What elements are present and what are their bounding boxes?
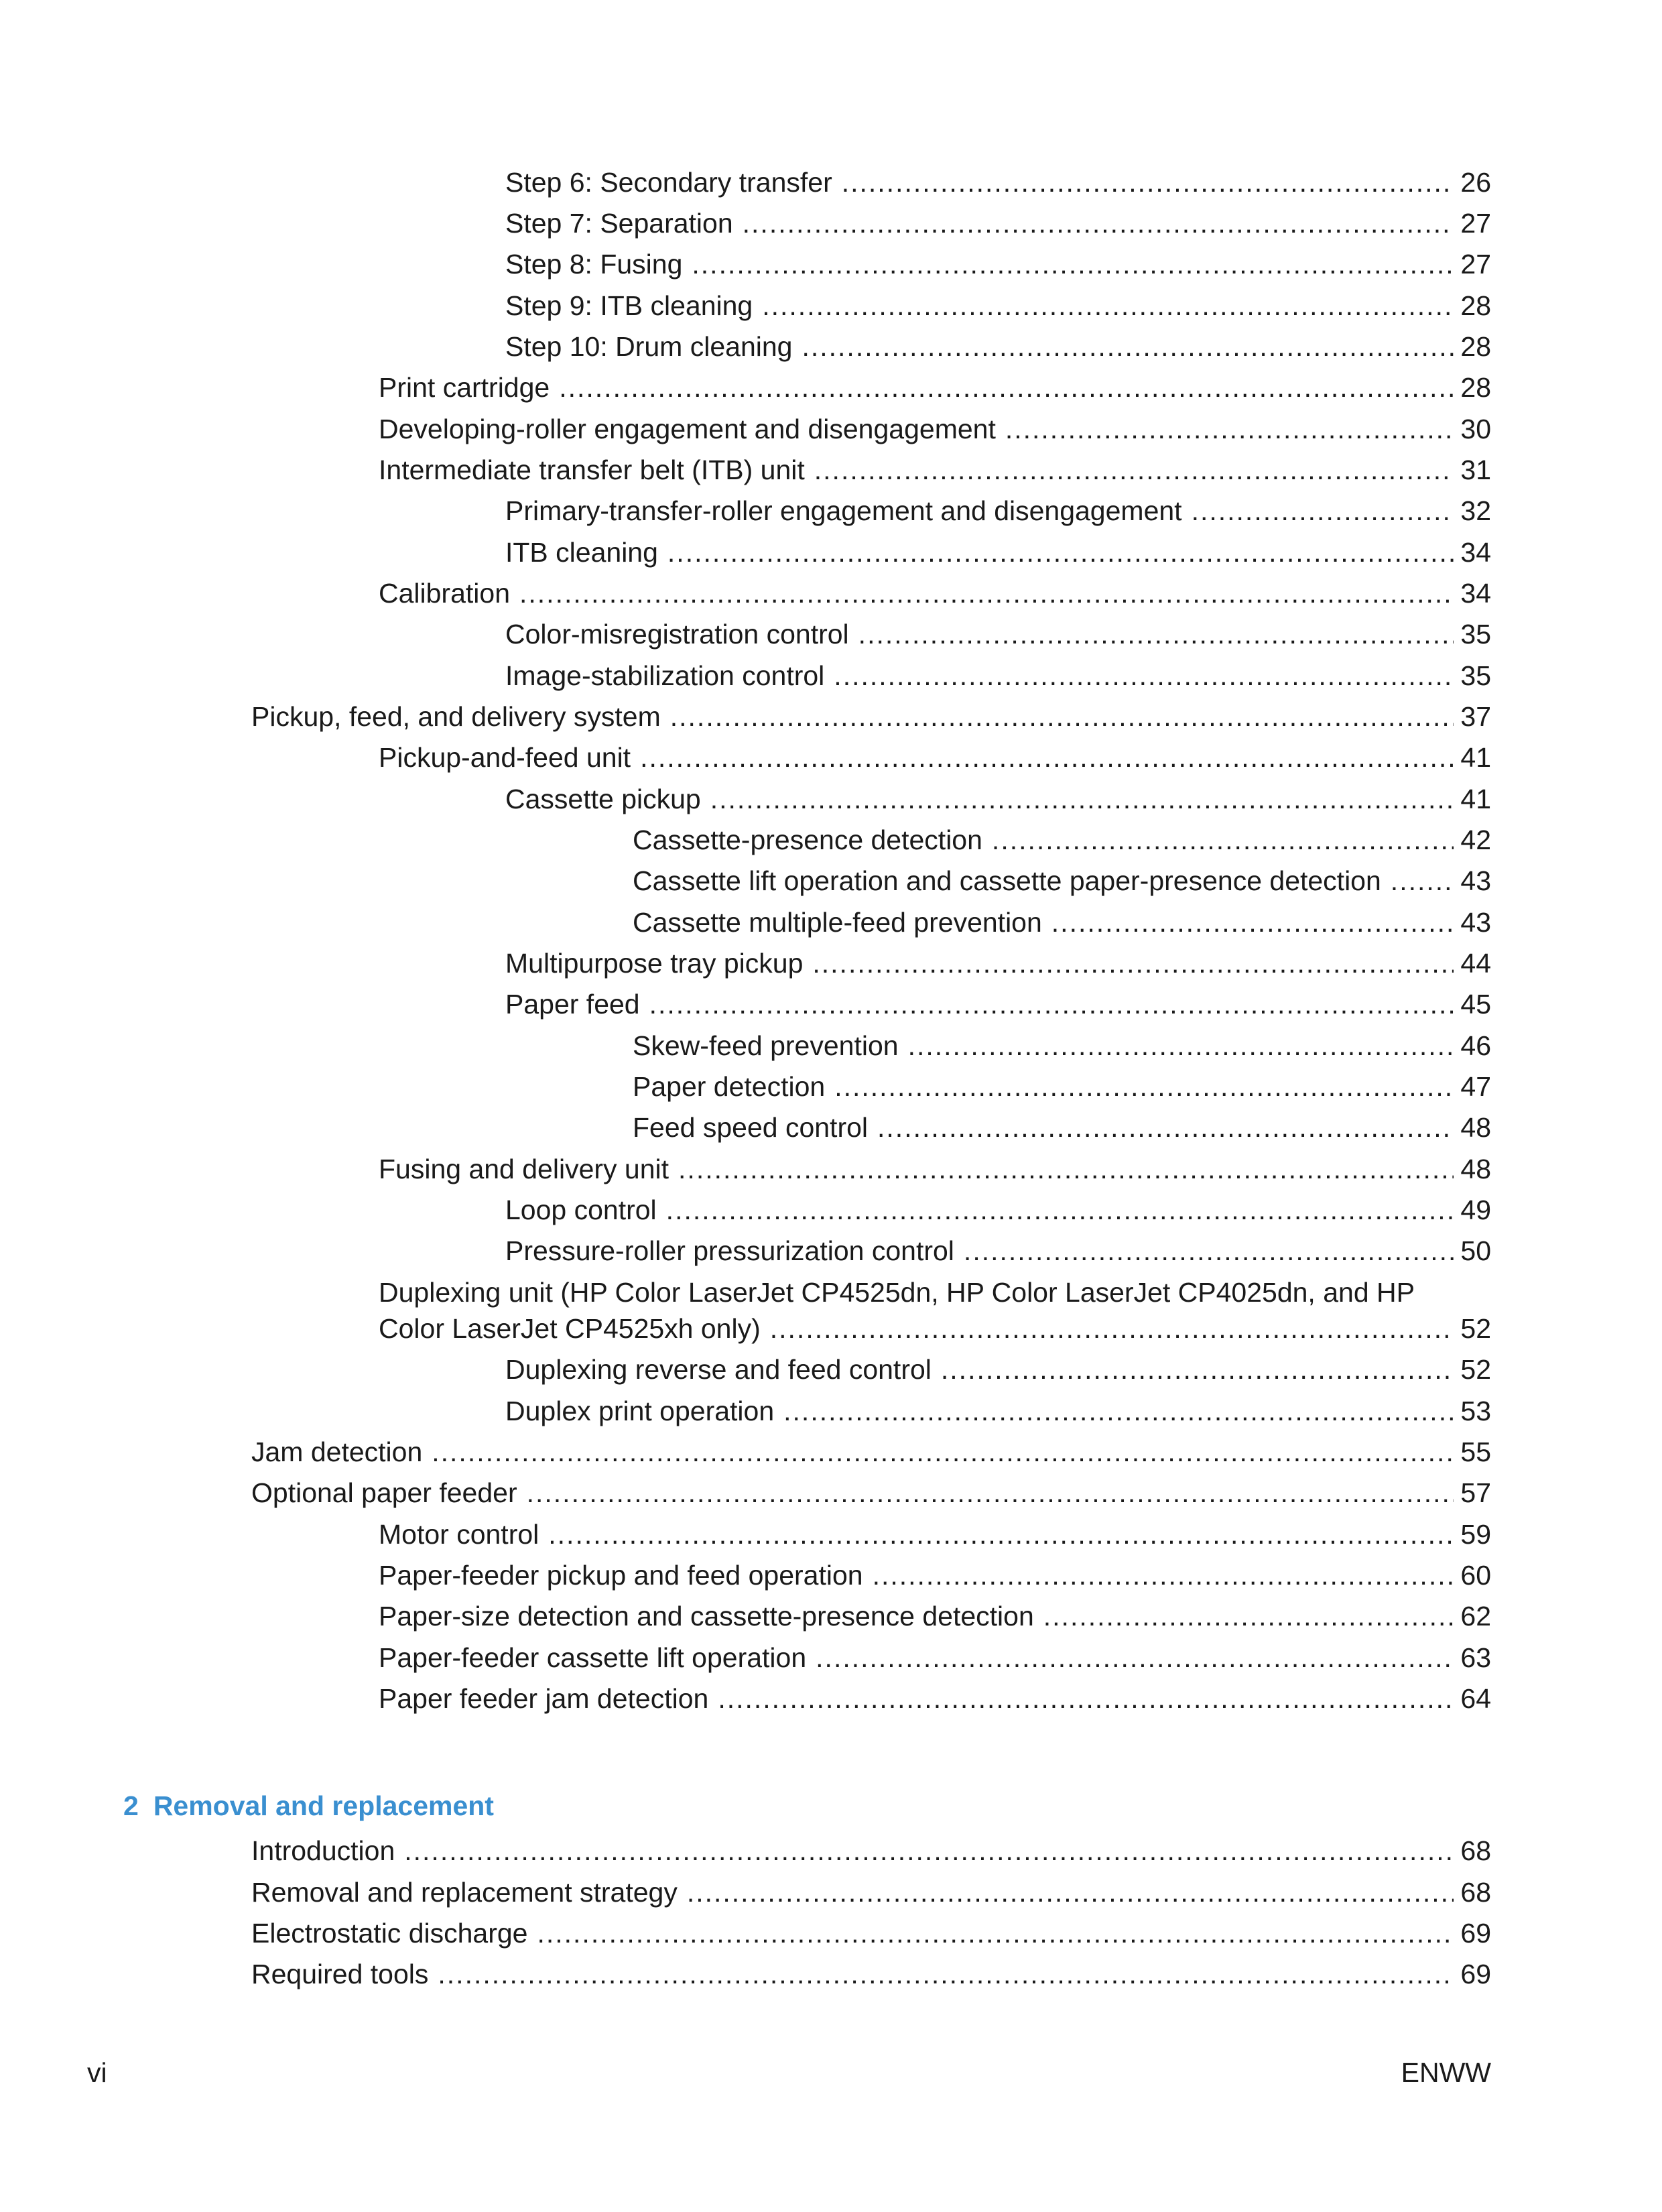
toc-entry-title: Step 9: ITB cleaning (505, 290, 753, 321)
dot-leader (718, 1678, 1454, 1719)
toc-entry[interactable] (0, 1148, 1662, 1190)
footer-label: ENWW (1401, 2057, 1491, 2088)
dot-leader (802, 326, 1454, 367)
toc-entry-page: 62 (1460, 1601, 1491, 1632)
toc-entry[interactable] (0, 285, 1662, 326)
dot-leader (710, 778, 1454, 820)
dot-leader (1192, 490, 1454, 532)
toc-entry-title-line2: Color LaserJet CP4525xh only) (379, 1313, 761, 1344)
toc-entry-title: Motor control (379, 1519, 539, 1550)
toc-entry[interactable] (0, 1107, 1662, 1148)
toc-entry[interactable] (0, 1066, 1662, 1107)
dot-leader (559, 367, 1454, 408)
dot-leader (834, 655, 1454, 696)
toc-entry-page: 68 (1460, 1835, 1491, 1866)
toc-entry[interactable] (0, 942, 1662, 984)
toc-entry-page: 44 (1460, 948, 1491, 979)
dot-leader (438, 1953, 1454, 1995)
toc-entry-title: Cassette pickup (505, 784, 701, 814)
dot-leader (908, 1025, 1454, 1066)
toc-entry-page: 69 (1460, 1959, 1491, 1989)
toc-entry[interactable] (0, 572, 1662, 614)
toc-entry-title: Skew-feed prevention (633, 1030, 899, 1061)
toc-entry[interactable] (0, 1390, 1662, 1432)
chapter-title: Removal and replacement (153, 1790, 494, 1821)
toc-entry-page: 27 (1460, 208, 1491, 239)
toc-entry-page: 41 (1460, 742, 1491, 773)
toc-entry-page: 53 (1460, 1396, 1491, 1426)
toc-entry[interactable] (0, 1637, 1662, 1678)
toc-entry-page: 57 (1460, 1477, 1491, 1508)
toc-entry-page: 55 (1460, 1436, 1491, 1467)
toc-entry-page: 32 (1460, 495, 1491, 526)
toc-entry-title: Duplex print operation (505, 1396, 775, 1426)
toc-entry-page: 68 (1460, 1877, 1491, 1908)
dot-leader (404, 1830, 1454, 1871)
toc-entry-page: 46 (1460, 1030, 1491, 1061)
dot-leader (1043, 1595, 1454, 1637)
dot-leader (858, 613, 1454, 655)
toc-entry-page: 28 (1460, 331, 1491, 362)
toc-entry[interactable] (0, 1514, 1662, 1555)
dot-leader (873, 1554, 1454, 1596)
dot-leader (1051, 902, 1454, 943)
toc-entry[interactable] (0, 243, 1662, 285)
toc-entry-title: Removal and replacement strategy (251, 1877, 678, 1908)
dot-leader (814, 449, 1454, 491)
dot-leader (649, 983, 1454, 1025)
dot-leader (670, 696, 1454, 737)
toc-entry-title: Intermediate transfer belt (ITB) unit (379, 454, 805, 485)
toc-entry-title-line1[interactable]: Duplexing unit (HP Color LaserJet CP4525dn, HP Color LaserJet CP4025dn, and HP (379, 1277, 1415, 1308)
dot-leader (770, 1308, 1454, 1349)
toc-entry-page: 43 (1460, 865, 1491, 896)
dot-leader (834, 1066, 1454, 1107)
toc-entry-title: Step 7: Separation (505, 208, 733, 239)
toc-entry-title: Developing-roller engagement and disengagement (379, 414, 996, 444)
toc-entry-page: 35 (1460, 619, 1491, 650)
toc-entry-page: 49 (1460, 1194, 1491, 1225)
toc-entry-page: 52 (1460, 1354, 1491, 1385)
toc-entry-page: 59 (1460, 1519, 1491, 1550)
toc-entry-title: Optional paper feeder (251, 1477, 517, 1508)
toc-entry-title: ITB cleaning (505, 537, 658, 568)
dot-leader (519, 572, 1454, 614)
toc-entry-title: Color-misregistration control (505, 619, 849, 650)
toc-entry[interactable] (0, 408, 1662, 450)
toc-entry-page: 28 (1460, 290, 1491, 321)
toc-entry-page: 52 (1460, 1313, 1491, 1344)
toc-entry[interactable] (0, 1953, 1662, 1995)
toc-entry-title: Primary-transfer-roller engagement and disengagement (505, 495, 1182, 526)
toc-entry[interactable] (0, 1025, 1662, 1066)
toc-entry[interactable] (0, 532, 1662, 573)
toc-entry[interactable] (0, 326, 1662, 367)
dot-leader (877, 1107, 1454, 1148)
dot-leader (1005, 408, 1454, 450)
toc-entry-page: 69 (1460, 1918, 1491, 1949)
toc-entry-page: 34 (1460, 537, 1491, 568)
toc-entry-page: 26 (1460, 167, 1491, 198)
toc-entry-title: Loop control (505, 1194, 657, 1225)
toc-entry-title: Paper feeder jam detection (379, 1683, 709, 1714)
toc-entry-title: Pressure-roller pressurization control (505, 1235, 954, 1266)
toc-entry-page: 50 (1460, 1235, 1491, 1266)
toc-entry[interactable] (0, 983, 1662, 1025)
toc-entry[interactable] (0, 1595, 1662, 1637)
toc-entry-title: Electrostatic discharge (251, 1918, 528, 1949)
toc-entry-title: Calibration (379, 578, 510, 609)
toc-entry[interactable] (0, 1554, 1662, 1596)
dot-leader (964, 1230, 1454, 1272)
dot-leader (992, 819, 1454, 861)
toc-entry[interactable] (0, 819, 1662, 861)
dot-leader (762, 285, 1454, 326)
toc-entry-page: 37 (1460, 701, 1491, 732)
dot-leader (941, 1349, 1454, 1390)
toc-entry[interactable] (0, 1431, 1662, 1473)
toc-entry-title: Image-stabilization control (505, 660, 825, 691)
toc-entry-page: 64 (1460, 1683, 1491, 1714)
dot-leader (692, 243, 1454, 285)
toc-entry[interactable] (0, 655, 1662, 696)
dot-leader (666, 1189, 1454, 1231)
dot-leader (432, 1431, 1454, 1473)
dot-leader (687, 1871, 1454, 1913)
toc-entry-title: Pickup, feed, and delivery system (251, 701, 661, 732)
toc-entry-page: 27 (1460, 249, 1491, 280)
toc-entry-page: 45 (1460, 989, 1491, 1020)
dot-leader (527, 1472, 1454, 1514)
footer-page-number: vi (87, 2057, 107, 2088)
toc-entry-page: 41 (1460, 784, 1491, 814)
toc-entry-title: Paper-size detection and cassette-presence detection (379, 1601, 1034, 1632)
dot-leader (816, 1637, 1454, 1678)
toc-entry[interactable] (0, 1912, 1662, 1954)
dot-leader (1391, 860, 1454, 902)
toc-entry-page: 43 (1460, 907, 1491, 938)
toc-entry-page: 35 (1460, 660, 1491, 691)
toc-entry-title: Jam detection (251, 1436, 423, 1467)
toc-entry-page: 34 (1460, 578, 1491, 609)
toc-entry-title: Cassette-presence detection (633, 824, 982, 855)
toc-entry[interactable] (0, 1189, 1662, 1231)
toc-entry[interactable] (0, 696, 1662, 737)
toc-entry-title: Paper feed (505, 989, 640, 1020)
toc-entry[interactable] (0, 1830, 1662, 1871)
toc-entry[interactable] (0, 1678, 1662, 1719)
toc-entry-title: Feed speed control (633, 1112, 869, 1143)
toc-entry-title: Print cartridge (379, 372, 550, 403)
toc-entry-title: Duplexing reverse and feed control (505, 1354, 932, 1385)
toc-entry-page: 48 (1460, 1154, 1491, 1184)
dot-leader (678, 1148, 1454, 1190)
toc-entry-title: Step 6: Secondary transfer (505, 167, 832, 198)
chapter-heading[interactable] (123, 1785, 494, 1827)
toc-entry[interactable] (0, 1308, 1662, 1349)
toc-entry-title: Step 10: Drum cleaning (505, 331, 793, 362)
toc-entry-title: Introduction (251, 1835, 395, 1866)
dot-leader (667, 532, 1454, 573)
toc-entry-title: Step 8: Fusing (505, 249, 683, 280)
toc-entry-page: 63 (1460, 1642, 1491, 1673)
toc-entry[interactable] (0, 1349, 1662, 1390)
toc-entry[interactable] (0, 613, 1662, 655)
dot-leader (812, 942, 1454, 984)
dot-leader (640, 737, 1454, 778)
toc-entry-title: Pickup-and-feed unit (379, 742, 631, 773)
dot-leader (537, 1912, 1454, 1954)
dot-leader (548, 1514, 1454, 1555)
toc-entry-title: Required tools (251, 1959, 429, 1989)
toc-entry-page: 31 (1460, 454, 1491, 485)
toc-entry-title: Fusing and delivery unit (379, 1154, 669, 1184)
toc-entry[interactable] (0, 449, 1662, 491)
toc-entry[interactable] (0, 1472, 1662, 1514)
toc-entry-title: Multipurpose tray pickup (505, 948, 804, 979)
dot-leader (783, 1390, 1454, 1432)
toc-entry-page: 47 (1460, 1071, 1491, 1102)
toc-entry-page: 42 (1460, 824, 1491, 855)
toc-entry-page: 48 (1460, 1112, 1491, 1143)
dot-leader (842, 162, 1454, 203)
toc-entry[interactable] (0, 778, 1662, 820)
toc-entry[interactable] (0, 1871, 1662, 1913)
toc-entry[interactable] (0, 162, 1662, 203)
toc-entry-page: 60 (1460, 1560, 1491, 1591)
toc-entry[interactable] (0, 1230, 1662, 1272)
toc-entry-title: Cassette multiple-feed prevention (633, 907, 1042, 938)
toc-entry[interactable] (0, 202, 1662, 244)
toc-entry[interactable] (0, 860, 1662, 902)
toc-entry-title: Paper-feeder cassette lift operation (379, 1642, 807, 1673)
toc-entry-page: 30 (1460, 414, 1491, 444)
toc-entry-title: Paper-feeder pickup and feed operation (379, 1560, 863, 1591)
toc-entry[interactable] (0, 367, 1662, 408)
toc-entry[interactable] (0, 490, 1662, 532)
toc-entry-title: Cassette lift operation and cassette paper-presence detection (633, 865, 1381, 896)
toc-entry[interactable] (0, 737, 1662, 778)
toc-entry-page: 28 (1460, 372, 1491, 403)
toc-entry-title: Paper detection (633, 1071, 826, 1102)
chapter-number: 2 (123, 1790, 139, 1821)
toc-entry[interactable] (0, 902, 1662, 943)
dot-leader (743, 202, 1454, 244)
